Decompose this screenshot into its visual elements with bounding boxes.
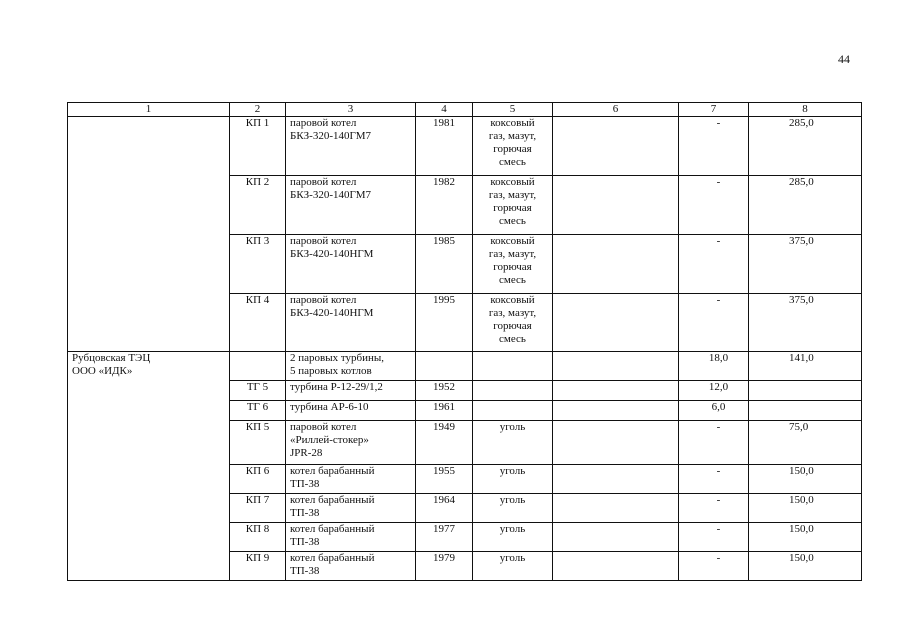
cell-col-8: 375,0: [749, 294, 862, 352]
table-body: [68, 103, 862, 581]
cell-line: горючая: [493, 143, 532, 155]
cell-col-4: 1952: [416, 381, 473, 401]
cell-col-7: -: [679, 421, 749, 465]
header-cell-7: 7: [679, 103, 749, 117]
cell-line: уголь: [499, 523, 526, 535]
cell-col-1: [68, 465, 230, 494]
cell-col-5: [473, 465, 553, 494]
cell-col-2: КП 7: [230, 494, 286, 523]
table-row: [68, 421, 862, 465]
cell-col-7: -: [679, 523, 749, 552]
cell-line: газ, мазут,: [488, 248, 537, 260]
cell-line: паровой котел: [290, 235, 357, 247]
cell-line: газ, мазут,: [488, 307, 537, 319]
header-cell-6: 6: [553, 103, 679, 117]
cell-col-2: КП 8: [230, 523, 286, 552]
cell-col-5: [473, 352, 553, 381]
cell-line: уголь: [499, 494, 526, 506]
cell-col-2: КП 6: [230, 465, 286, 494]
cell-col-5: [473, 381, 553, 401]
cell-line: горючая: [493, 261, 532, 273]
cell-col-6: [553, 401, 679, 421]
cell-col-4: 1961: [416, 401, 473, 421]
header-cell-4: 4: [416, 103, 473, 117]
cell-line: коксовый: [490, 294, 535, 306]
cell-line: паровой котел: [290, 176, 357, 188]
cell-col-4: [416, 352, 473, 381]
cell-col-2: [230, 352, 286, 381]
cell-col-4: 1964: [416, 494, 473, 523]
cell-line: котел барабанный: [290, 494, 375, 506]
cell-col-6: [553, 552, 679, 581]
cell-line: БКЗ-320-140ГМ7: [290, 189, 371, 201]
cell-col-1: [68, 494, 230, 523]
cell-col-8: 285,0: [749, 117, 862, 176]
cell-col-7: 6,0: [679, 401, 749, 421]
cell-line: горючая: [493, 320, 532, 332]
cell-line: ТП-38: [290, 565, 320, 577]
cell-col-1: [68, 401, 230, 421]
cell-col-7: 12,0: [679, 381, 749, 401]
cell-line: уголь: [499, 465, 526, 477]
cell-line: БКЗ-420-140НГМ: [290, 248, 374, 260]
table-row: [68, 176, 862, 235]
cell-col-5: [473, 552, 553, 581]
cell-col-8: [749, 381, 862, 401]
cell-line: коксовый: [490, 117, 535, 129]
cell-col-4: 1949: [416, 421, 473, 465]
cell-line: уголь: [499, 421, 526, 433]
cell-line: уголь: [499, 552, 526, 564]
cell-col-2: ТГ 5: [230, 381, 286, 401]
cell-line: 2 паровых турбины,: [290, 352, 385, 364]
cell-col-6: [553, 381, 679, 401]
cell-col-8: 285,0: [749, 176, 862, 235]
cell-line: ТП-38: [290, 507, 320, 519]
cell-col-4: 1955: [416, 465, 473, 494]
cell-col-5: [473, 117, 553, 176]
cell-col-7: -: [679, 117, 749, 176]
cell-col-4: 1982: [416, 176, 473, 235]
cell-line: паровой котел: [290, 117, 357, 129]
cell-col-6: [553, 235, 679, 294]
cell-line: коксовый: [490, 235, 535, 247]
cell-line: коксовый: [490, 176, 535, 188]
cell-col-5: [473, 176, 553, 235]
cell-col-7: 18,0: [679, 352, 749, 381]
cell-col-6: [553, 117, 679, 176]
cell-col-3: [286, 465, 416, 494]
cell-col-2: КП 5: [230, 421, 286, 465]
cell-col-4: 1977: [416, 523, 473, 552]
cell-col-2: КП 2: [230, 176, 286, 235]
cell-col-7: -: [679, 235, 749, 294]
cell-col-5: [473, 294, 553, 352]
cell-col-1: [68, 523, 230, 552]
cell-line: БКЗ-420-140НГМ: [290, 307, 374, 319]
table-row: [68, 494, 862, 523]
cell-col-5: [473, 523, 553, 552]
cell-col-8: 150,0: [749, 494, 862, 523]
cell-col-3: [286, 494, 416, 523]
table-row: [68, 235, 862, 294]
header-cell-5: 5: [473, 103, 553, 117]
cell-line: БКЗ-320-140ГМ7: [290, 130, 371, 142]
cell-col-3: [286, 381, 416, 401]
cell-col-8: 75,0: [749, 421, 862, 465]
cell-col-8: 150,0: [749, 465, 862, 494]
cell-col-7: -: [679, 176, 749, 235]
cell-col-1: [68, 552, 230, 581]
cell-col-1: [68, 117, 230, 176]
cell-line: ТП-38: [290, 536, 320, 548]
table-row: [68, 294, 862, 352]
cell-col-6: [553, 494, 679, 523]
cell-col-3: [286, 421, 416, 465]
cell-line: котел барабанный: [290, 552, 375, 564]
cell-line: смесь: [499, 156, 526, 168]
cell-col-3: [286, 176, 416, 235]
cell-col-1: [68, 381, 230, 401]
equipment-table: [67, 102, 862, 581]
cell-col-3: [286, 235, 416, 294]
cell-col-3: [286, 352, 416, 381]
cell-col-1: [68, 421, 230, 465]
table-row: [68, 352, 862, 381]
header-cell-8: 8: [749, 103, 862, 117]
cell-col-5: [473, 401, 553, 421]
cell-line: ООО «ИДК»: [72, 365, 133, 377]
cell-line: 5 паровых котлов: [290, 365, 372, 377]
cell-line: паровой котел: [290, 421, 357, 433]
cell-col-8: 141,0: [749, 352, 862, 381]
cell-col-6: [553, 294, 679, 352]
cell-col-2: КП 3: [230, 235, 286, 294]
cell-col-7: -: [679, 494, 749, 523]
cell-line: «Риллей-стокер»: [290, 434, 369, 446]
cell-col-4: 1981: [416, 117, 473, 176]
cell-col-7: -: [679, 552, 749, 581]
cell-col-3: [286, 401, 416, 421]
cell-col-8: [749, 401, 862, 421]
table-row: [68, 401, 862, 421]
cell-col-6: [553, 421, 679, 465]
cell-col-7: -: [679, 465, 749, 494]
cell-col-5: [473, 421, 553, 465]
table-row: [68, 117, 862, 176]
cell-col-6: [553, 523, 679, 552]
cell-line: Рубцовская ТЭЦ: [72, 352, 151, 364]
cell-line: турбина АР-6-10: [290, 401, 369, 413]
header-cell-2: 2: [230, 103, 286, 117]
cell-col-3: [286, 117, 416, 176]
cell-col-4: 1985: [416, 235, 473, 294]
cell-col-1: [68, 176, 230, 235]
cell-col-8: 375,0: [749, 235, 862, 294]
cell-line: ТП-38: [290, 478, 320, 490]
table-row: [68, 381, 862, 401]
table-row: [68, 552, 862, 581]
table-row: [68, 523, 862, 552]
cell-col-2: КП 9: [230, 552, 286, 581]
table-row: [68, 465, 862, 494]
cell-line: газ, мазут,: [488, 130, 537, 142]
cell-line: котел барабанный: [290, 465, 375, 477]
header-cell-3: 3: [286, 103, 416, 117]
cell-line: смесь: [499, 215, 526, 227]
cell-col-3: [286, 523, 416, 552]
cell-col-1: [68, 294, 230, 352]
header-cell-1: 1: [68, 103, 230, 117]
cell-col-2: КП 1: [230, 117, 286, 176]
cell-col-1: [68, 235, 230, 294]
page-number: 44: [838, 52, 850, 66]
cell-col-6: [553, 465, 679, 494]
cell-line: котел барабанный: [290, 523, 375, 535]
cell-col-5: [473, 494, 553, 523]
table-header-row: [68, 103, 862, 117]
cell-col-8: 150,0: [749, 523, 862, 552]
cell-col-7: -: [679, 294, 749, 352]
cell-col-3: [286, 294, 416, 352]
cell-col-1: [68, 352, 230, 381]
cell-line: горючая: [493, 202, 532, 214]
cell-line: газ, мазут,: [488, 189, 537, 201]
cell-col-2: ТГ 6: [230, 401, 286, 421]
cell-col-4: 1979: [416, 552, 473, 581]
cell-line: турбина Р-12-29/1,2: [290, 381, 383, 393]
cell-col-3: [286, 552, 416, 581]
cell-col-6: [553, 352, 679, 381]
cell-col-2: КП 4: [230, 294, 286, 352]
cell-col-8: 150,0: [749, 552, 862, 581]
cell-line: JPR-28: [290, 447, 323, 459]
cell-line: смесь: [499, 274, 526, 286]
cell-col-6: [553, 176, 679, 235]
cell-col-4: 1995: [416, 294, 473, 352]
cell-line: паровой котел: [290, 294, 357, 306]
cell-line: смесь: [499, 333, 526, 345]
cell-col-5: [473, 235, 553, 294]
